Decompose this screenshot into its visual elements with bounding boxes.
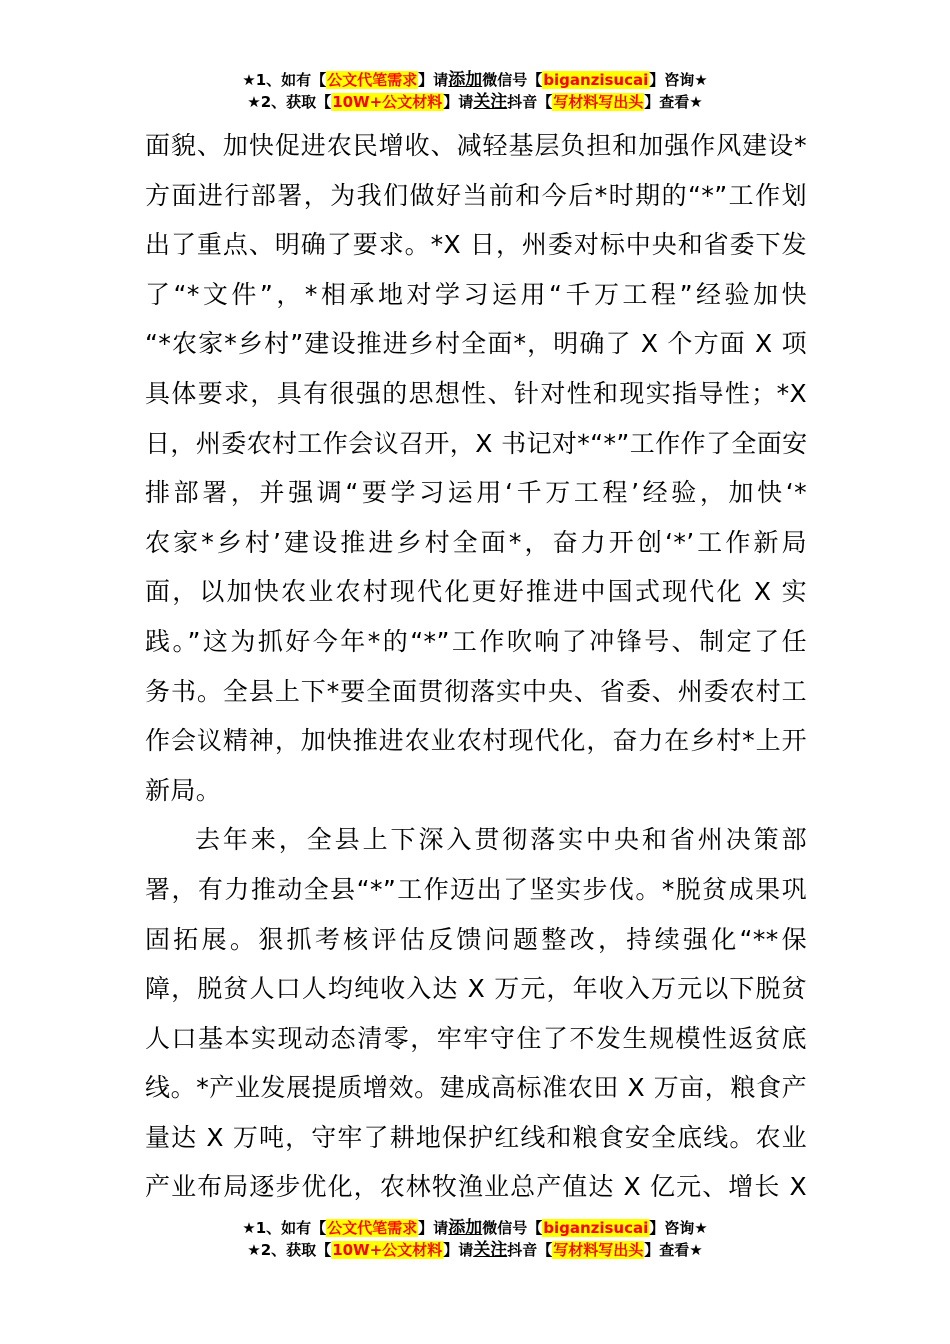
text-line: 产业布局逐步优化，农林牧渔业总产值达 X 亿元、增长 X bbox=[145, 1172, 807, 1202]
text-line: 署，有力推动全县“*”工作迈出了坚实步伐。*脱贫成果巩 bbox=[145, 874, 807, 904]
text-line: 出了重点、明确了要求。*X 日，州委对标中央和省委下发 bbox=[145, 230, 807, 260]
text-line: 障，脱贫人口人均纯收入达 X 万元，年收入万元以下脱贫 bbox=[145, 974, 807, 1004]
banner-line-1 bbox=[0, 1217, 950, 1239]
text-line: 具体要求，具有很强的思想性、针对性和现实指导性；*X bbox=[145, 378, 807, 408]
banner-text: ★1、如有【 bbox=[242, 1219, 327, 1237]
banner-text: 微信号【 bbox=[482, 1219, 543, 1237]
footer-banner bbox=[0, 1217, 950, 1261]
highlight-text: 写材料写出头 bbox=[553, 93, 644, 111]
banner-text: 】请 bbox=[443, 1241, 474, 1259]
banner-text: 】咨询★ bbox=[649, 1219, 708, 1237]
banner-text: 】查看★ bbox=[644, 93, 703, 111]
underlined-text: 关注 bbox=[473, 1240, 508, 1260]
underlined-text: 添加 bbox=[448, 1218, 483, 1238]
text-line: 量达 X 万吨，守牢了耕地保护红线和粮食安全底线。农业 bbox=[145, 1122, 807, 1152]
underlined-text: 添加 bbox=[448, 70, 483, 90]
text-line: 践。”这为抓好今年*的“*”工作吹响了冲锋号、制定了任 bbox=[145, 626, 807, 656]
highlight-text: 10W+公文材料 bbox=[332, 1241, 443, 1259]
text-line: 人口基本实现动态清零，牢牢守住了不发生规模性返贫底 bbox=[145, 1023, 807, 1053]
banner-text: 】咨询★ bbox=[649, 71, 708, 89]
banner-text: 】查看★ bbox=[644, 1241, 703, 1259]
banner-line-2 bbox=[0, 91, 950, 113]
highlight-text: 公文代笔需求 bbox=[327, 71, 418, 89]
banner-text: ★2、获取【 bbox=[247, 93, 332, 111]
header-banner bbox=[0, 69, 950, 113]
highlight-text: biganzisucai bbox=[543, 71, 649, 89]
highlight-text: 写材料写出头 bbox=[553, 1241, 644, 1259]
text-line: 去年来，全县上下深入贯彻落实中央和省州决策部 bbox=[195, 825, 807, 855]
paragraph-1 bbox=[145, 121, 807, 815]
document-body bbox=[145, 121, 807, 1212]
text-line: 方面进行部署，为我们做好当前和今后*时期的“*”工作划 bbox=[145, 180, 807, 210]
text-line: 线。*产业发展提质增效。建成高标准农田 X 万亩，粮食产 bbox=[145, 1073, 807, 1103]
text-line: 作会议精神，加快推进农业农村现代化，奋力在乡村*上开 bbox=[145, 726, 807, 756]
banner-line-1 bbox=[0, 69, 950, 91]
banner-text: 微信号【 bbox=[482, 71, 543, 89]
text-line: 排部署，并强调“要学习运用‘千万工程’经验，加快‘* bbox=[145, 478, 807, 508]
banner-text: ★1、如有【 bbox=[242, 71, 327, 89]
highlight-text: 公文代笔需求 bbox=[327, 1219, 418, 1237]
text-line: 农家*乡村’建设推进乡村全面*，奋力开创‘*’工作新局 bbox=[145, 527, 807, 557]
paragraph-2 bbox=[145, 815, 807, 1212]
text-line: 固拓展。狠抓考核评估反馈问题整改，持续强化“**保 bbox=[145, 924, 807, 954]
text-line: 面貌、加快促进农民增收、减轻基层负担和加强作风建设* bbox=[145, 131, 807, 160]
text-line: 新局。 bbox=[145, 775, 222, 805]
banner-text: 抖音【 bbox=[507, 1241, 553, 1259]
banner-text: 抖音【 bbox=[507, 93, 553, 111]
text-line: “*农家*乡村”建设推进乡村全面*，明确了 X 个方面 X 项 bbox=[145, 329, 807, 359]
banner-text: 】请 bbox=[443, 93, 474, 111]
highlight-text: 10W+公文材料 bbox=[332, 93, 443, 111]
banner-text: 】请 bbox=[418, 71, 449, 89]
banner-text: ★2、获取【 bbox=[247, 1241, 332, 1259]
underlined-text: 关注 bbox=[473, 92, 508, 112]
text-line: 务书。全县上下*要全面贯彻落实中央、省委、州委农村工 bbox=[145, 676, 807, 706]
banner-line-2 bbox=[0, 1239, 950, 1261]
text-line: 了“*文件”，*相承地对学习运用“千万工程”经验加快 bbox=[145, 279, 807, 309]
highlight-text: biganzisucai bbox=[543, 1219, 649, 1237]
text-line: 面，以加快农业农村现代化更好推进中国式现代化 X 实 bbox=[145, 577, 807, 607]
text-line: 日，州委农村工作会议召开，X 书记对*“*”工作作了全面安 bbox=[145, 428, 808, 458]
banner-text: 】请 bbox=[418, 1219, 449, 1237]
